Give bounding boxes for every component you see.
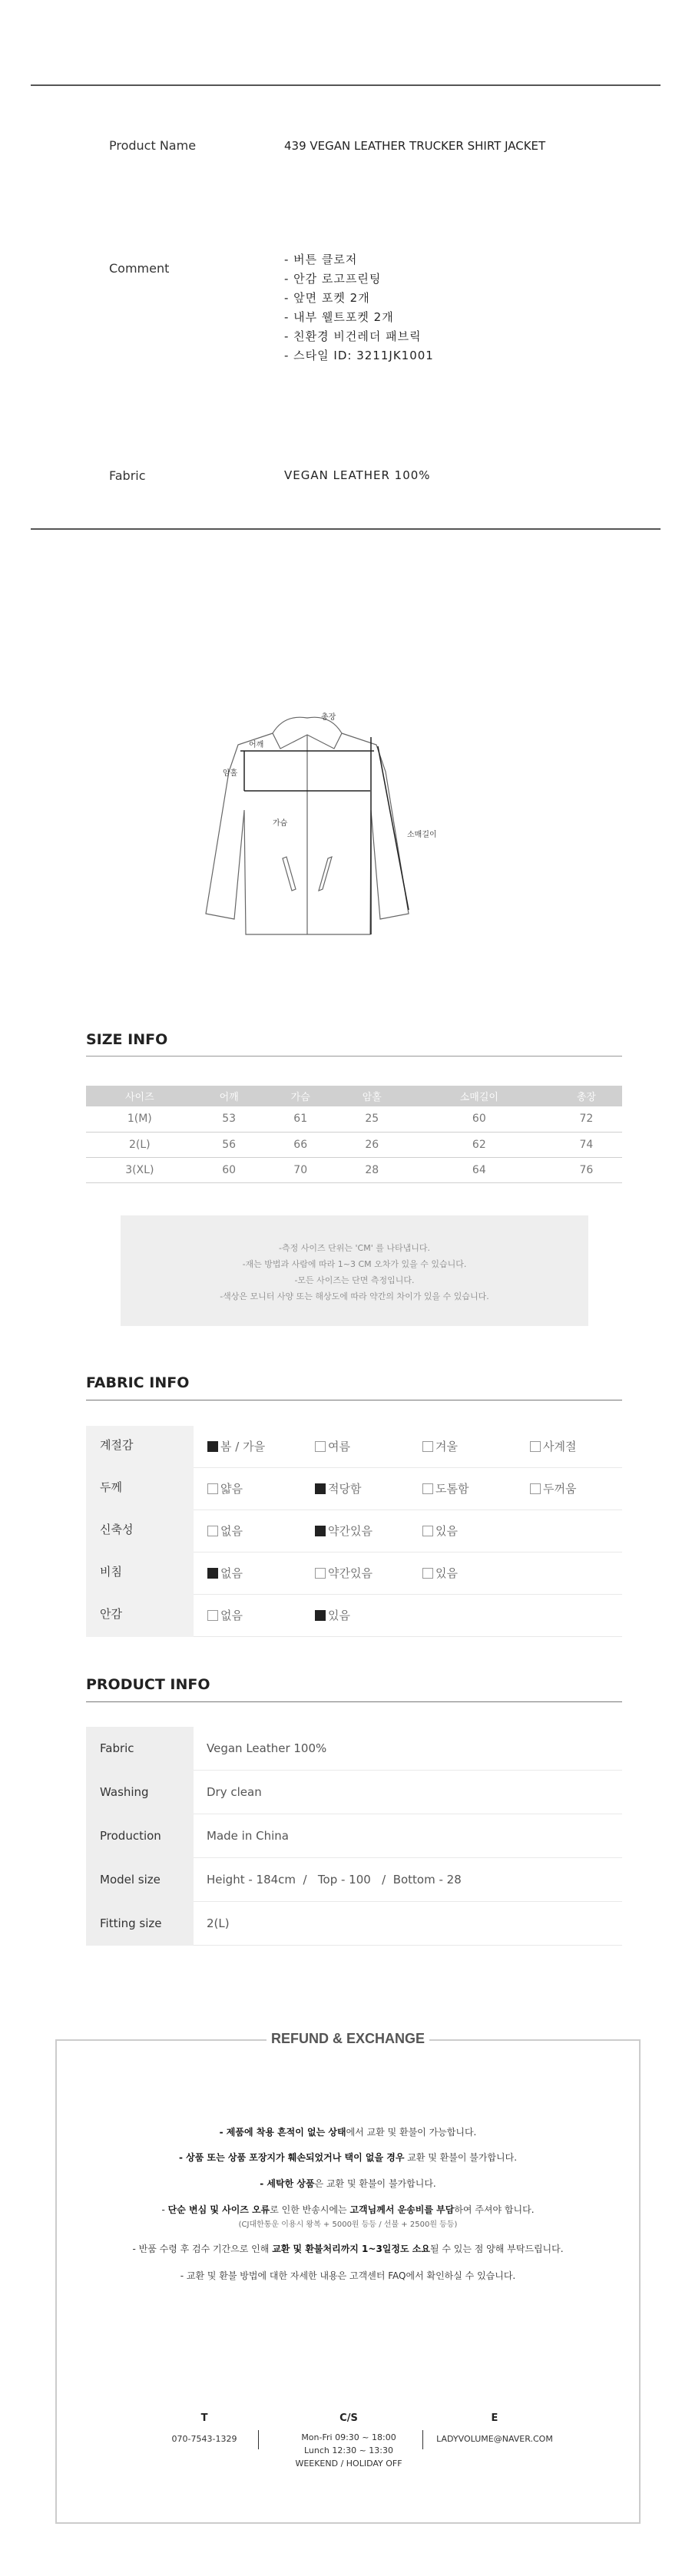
size-cell: 74: [551, 1132, 622, 1157]
fabric-option: [315, 1438, 350, 1454]
fabric-row-stretch: [86, 1510, 622, 1553]
contact-email-label: E: [491, 2412, 498, 2424]
fabric-row-label: 두께: [86, 1468, 194, 1510]
size-cell: 60: [408, 1106, 551, 1132]
size-note: -재는 방법과 사람에 따라 1~3 CM 오차가 있을 수 있습니다.: [242, 1259, 467, 1269]
comment-line: - 스타일 ID: 3211JK1001: [284, 349, 434, 362]
label-length: 총장: [321, 713, 336, 722]
checkbox-icon: [422, 1568, 433, 1579]
size-note: -색상은 모니터 사양 또는 해상도에 따라 약간의 차이가 있을 수 있습니다.: [220, 1291, 489, 1301]
size-header-cell: 가슴: [265, 1086, 336, 1106]
size-note: -측정 사이즈 단위는 'CM' 를 나타냅니다.: [279, 1243, 430, 1253]
fabric-option: [207, 1438, 265, 1454]
label-armhole: 암홀: [223, 769, 238, 778]
text: -: [161, 2204, 168, 2215]
size-note: -모든 사이즈는 단면 측정입니다.: [294, 1275, 415, 1285]
fabric-option: [315, 1607, 350, 1623]
fabric-row-label: 비침: [86, 1553, 194, 1595]
refund-line-6: - 교환 및 환불 방법에 대한 자세한 내용은 고객센터 FAQ에서 확인하실 수 있습니다.: [180, 2270, 516, 2281]
fabric-option: [207, 1480, 243, 1496]
checkbox-icon: [422, 1526, 433, 1536]
label-chest: 가슴: [273, 819, 288, 828]
size-cell: 62: [408, 1132, 551, 1157]
fabric-row-label: 신축성: [86, 1510, 194, 1553]
fabric-option: [315, 1523, 372, 1539]
fabric-row-season: [86, 1426, 622, 1468]
option-label: 두꺼움: [543, 1482, 577, 1496]
option-label: 겨울: [435, 1440, 458, 1453]
contact-phone-value: 070-7543-1329: [171, 2434, 237, 2444]
size-cell: 56: [194, 1132, 265, 1157]
checkbox-icon: [207, 1483, 218, 1494]
comment-line: - 앞면 포켓 2개: [284, 291, 370, 305]
refund-exchange-box: [55, 2031, 641, 2524]
size-cell: 76: [551, 1157, 622, 1182]
size-info-title: SIZE INFO: [86, 1031, 168, 1048]
cs-line: Mon-Fri 09:30 ~ 18:00: [301, 2432, 396, 2442]
refund-title: [57, 2031, 639, 2047]
label-shoulder: 어깨: [249, 741, 264, 749]
checkbox-icon: [315, 1526, 326, 1536]
contact-divider: [422, 2430, 423, 2449]
comment-list: [284, 250, 434, 365]
refund-line-4-sub: (CJ대한통운 이용시 왕복 + 5000원 등등 / 선불 + 2500원 등등): [238, 2221, 458, 2229]
comment-line: - 버튼 클로저: [284, 253, 358, 266]
text: 될 수 있는 점 양해 부탁드립니다.: [429, 2244, 564, 2254]
cs-line: WEEKEND / HOLIDAY OFF: [295, 2459, 402, 2469]
checkbox-icon: [530, 1483, 541, 1494]
top-divider: [31, 84, 661, 86]
refund-line-2: [57, 2151, 639, 2164]
table-row: [86, 1132, 622, 1157]
size-cell: 25: [336, 1106, 408, 1132]
product-name-value: 439 VEGAN LEATHER TRUCKER SHIRT JACKET: [284, 139, 546, 153]
emphasis: - 제품에 착용 흔적이 없는 상태: [219, 2127, 346, 2138]
emphasis: 고객님께서 운송비를 부담: [349, 2204, 455, 2215]
product-row-label: Production: [86, 1814, 194, 1858]
fabric-option: [422, 1523, 458, 1539]
size-cell: 61: [265, 1106, 336, 1132]
product-info-title: PRODUCT INFO: [86, 1676, 210, 1693]
product-row-label: Washing: [86, 1771, 194, 1814]
table-row: [86, 1858, 622, 1902]
contact-divider: [258, 2430, 259, 2449]
option-label: 있음: [435, 1566, 458, 1580]
checkbox-icon: [530, 1441, 541, 1452]
table-row: [86, 1771, 622, 1814]
jacket-measurement-diagram: [192, 703, 499, 956]
refund-line-4: [57, 2203, 639, 2216]
checkbox-icon: [207, 1526, 218, 1536]
size-notes-box: [121, 1215, 588, 1326]
text: 에서 교환 및 환불이 가능합니다.: [346, 2127, 477, 2138]
fabric-table: [86, 1426, 622, 1637]
table-row: [86, 1106, 622, 1132]
size-table: [86, 1086, 622, 1183]
fabric-option: [530, 1480, 576, 1496]
refund-line-5: [57, 2242, 639, 2255]
contact-cs-label: C/S: [339, 2412, 358, 2424]
option-label: 있음: [328, 1609, 350, 1622]
fabric-option: [315, 1565, 372, 1581]
fabric-row-label: 계절감: [86, 1426, 194, 1468]
option-label: 도톰함: [435, 1482, 469, 1496]
table-row: [86, 1902, 622, 1946]
comment-label: Comment: [109, 261, 170, 276]
size-cell: 70: [265, 1157, 336, 1182]
option-label: 얇음: [220, 1482, 243, 1496]
fabric-row-thickness: [86, 1468, 622, 1510]
product-row-value: Vegan Leather 100%: [207, 1741, 327, 1755]
checkbox-icon: [315, 1483, 326, 1494]
fabric-option: [422, 1480, 469, 1496]
fabric-option: [422, 1438, 458, 1454]
size-header-cell: 사이즈: [86, 1086, 194, 1106]
size-cell: 2(L): [86, 1132, 194, 1157]
product-table: [86, 1727, 622, 1946]
table-row: [86, 1727, 622, 1771]
fabric-option: [422, 1565, 458, 1581]
product-row-label: Fitting size: [86, 1902, 194, 1946]
table-row: [86, 1814, 622, 1858]
comment-line: - 내부 웰트포켓 2개: [284, 310, 394, 324]
size-header-cell: 어깨: [194, 1086, 265, 1106]
text: 하여 주셔야 합니다.: [454, 2204, 535, 2215]
product-name-label: Product Name: [109, 138, 197, 153]
emphasis: 교환 및 환불처리까지 1~3일정도 소요: [272, 2244, 430, 2254]
fabric-row-label: 안감: [86, 1595, 194, 1637]
size-cell: 26: [336, 1132, 408, 1157]
fabric-option: [315, 1480, 361, 1496]
label-sleeve: 소매길이: [407, 831, 437, 839]
size-cell: 60: [194, 1157, 265, 1182]
emphasis: - 상품 또는 상품 포장지가 훼손되었거나 택이 없을 경우: [178, 2152, 405, 2163]
option-label: 봄 / 가을: [220, 1440, 266, 1453]
checkbox-icon: [207, 1568, 218, 1579]
comment-line: - 친환경 비건레더 패브릭: [284, 329, 422, 343]
size-info-rule: [86, 1056, 622, 1057]
text: 교환 및 환불이 불가합니다.: [404, 2152, 518, 2163]
checkbox-icon: [207, 1610, 218, 1621]
size-header-cell: 암홀: [336, 1086, 408, 1106]
size-table-header: [86, 1086, 622, 1106]
option-label: 약간있음: [328, 1524, 372, 1538]
checkbox-icon: [422, 1483, 433, 1494]
contact-cs-hours: [287, 2431, 410, 2470]
bottom-divider: [31, 528, 661, 530]
refund-line-1: [57, 2125, 639, 2138]
cs-line: Lunch 12:30 ~ 13:30: [303, 2445, 393, 2455]
fabric-value: VEGAN LEATHER 100%: [284, 468, 431, 482]
size-cell: 3(XL): [86, 1157, 194, 1182]
checkbox-icon: [315, 1610, 326, 1621]
size-cell: 1(M): [86, 1106, 194, 1132]
size-header-cell: 총장: [551, 1086, 622, 1106]
option-label: 여름: [328, 1440, 350, 1453]
emphasis: - 세탁한 상품: [260, 2178, 315, 2189]
product-row-label: Model size: [86, 1858, 194, 1902]
checkbox-icon: [315, 1568, 326, 1579]
option-label: 없음: [220, 1566, 243, 1580]
product-row-label: Fabric: [86, 1727, 194, 1771]
option-label: 사계절: [543, 1440, 577, 1453]
contact-email-value: LADYVOLUME@NAVER.COM: [436, 2434, 553, 2444]
checkbox-icon: [315, 1441, 326, 1452]
fabric-info-title: FABRIC INFO: [86, 1374, 190, 1391]
size-header-cell: 소매길이: [408, 1086, 551, 1106]
option-label: 없음: [220, 1609, 243, 1622]
checkbox-icon: [207, 1441, 218, 1452]
product-row-value: Made in China: [207, 1829, 289, 1843]
contact-phone-label: T: [200, 2412, 208, 2424]
product-row-value: Dry clean: [207, 1785, 262, 1799]
fabric-row-lining: [86, 1595, 622, 1637]
option-label: 적당함: [328, 1482, 362, 1496]
option-label: 있음: [435, 1524, 458, 1538]
fabric-label: Fabric: [109, 468, 146, 483]
text: - 반품 수령 후 검수 기간으로 인해: [132, 2244, 273, 2254]
measurement-lines: [240, 737, 409, 934]
size-cell: 28: [336, 1157, 408, 1182]
fabric-option: [530, 1438, 576, 1454]
text: 로 인한 반송시에는: [270, 2204, 350, 2215]
product-row-value: 2(L): [207, 1916, 230, 1930]
size-cell: 64: [408, 1157, 551, 1182]
refund-line-3: [57, 2177, 639, 2190]
size-cell: 66: [265, 1132, 336, 1157]
checkbox-icon: [422, 1441, 433, 1452]
option-label: 약간있음: [328, 1566, 372, 1580]
fabric-option: [207, 1523, 243, 1539]
comment-line: - 안감 로고프린팅: [284, 272, 382, 286]
text: 은 교환 및 환불이 불가합니다.: [314, 2178, 436, 2189]
fabric-option: [207, 1607, 243, 1623]
fabric-row-sheer: [86, 1553, 622, 1595]
size-cell: 53: [194, 1106, 265, 1132]
table-row: [86, 1157, 622, 1182]
product-row-value: Height - 184cm / Top - 100 / Bottom - 28: [207, 1873, 462, 1887]
option-label: 없음: [220, 1524, 243, 1538]
size-cell: 72: [551, 1106, 622, 1132]
emphasis: 단순 변심 및 사이즈 오류: [167, 2204, 270, 2215]
product-info-rule: [86, 1701, 622, 1702]
refund-title-text: REFUND & EXCHANGE: [267, 2031, 429, 2046]
fabric-option: [207, 1565, 243, 1581]
